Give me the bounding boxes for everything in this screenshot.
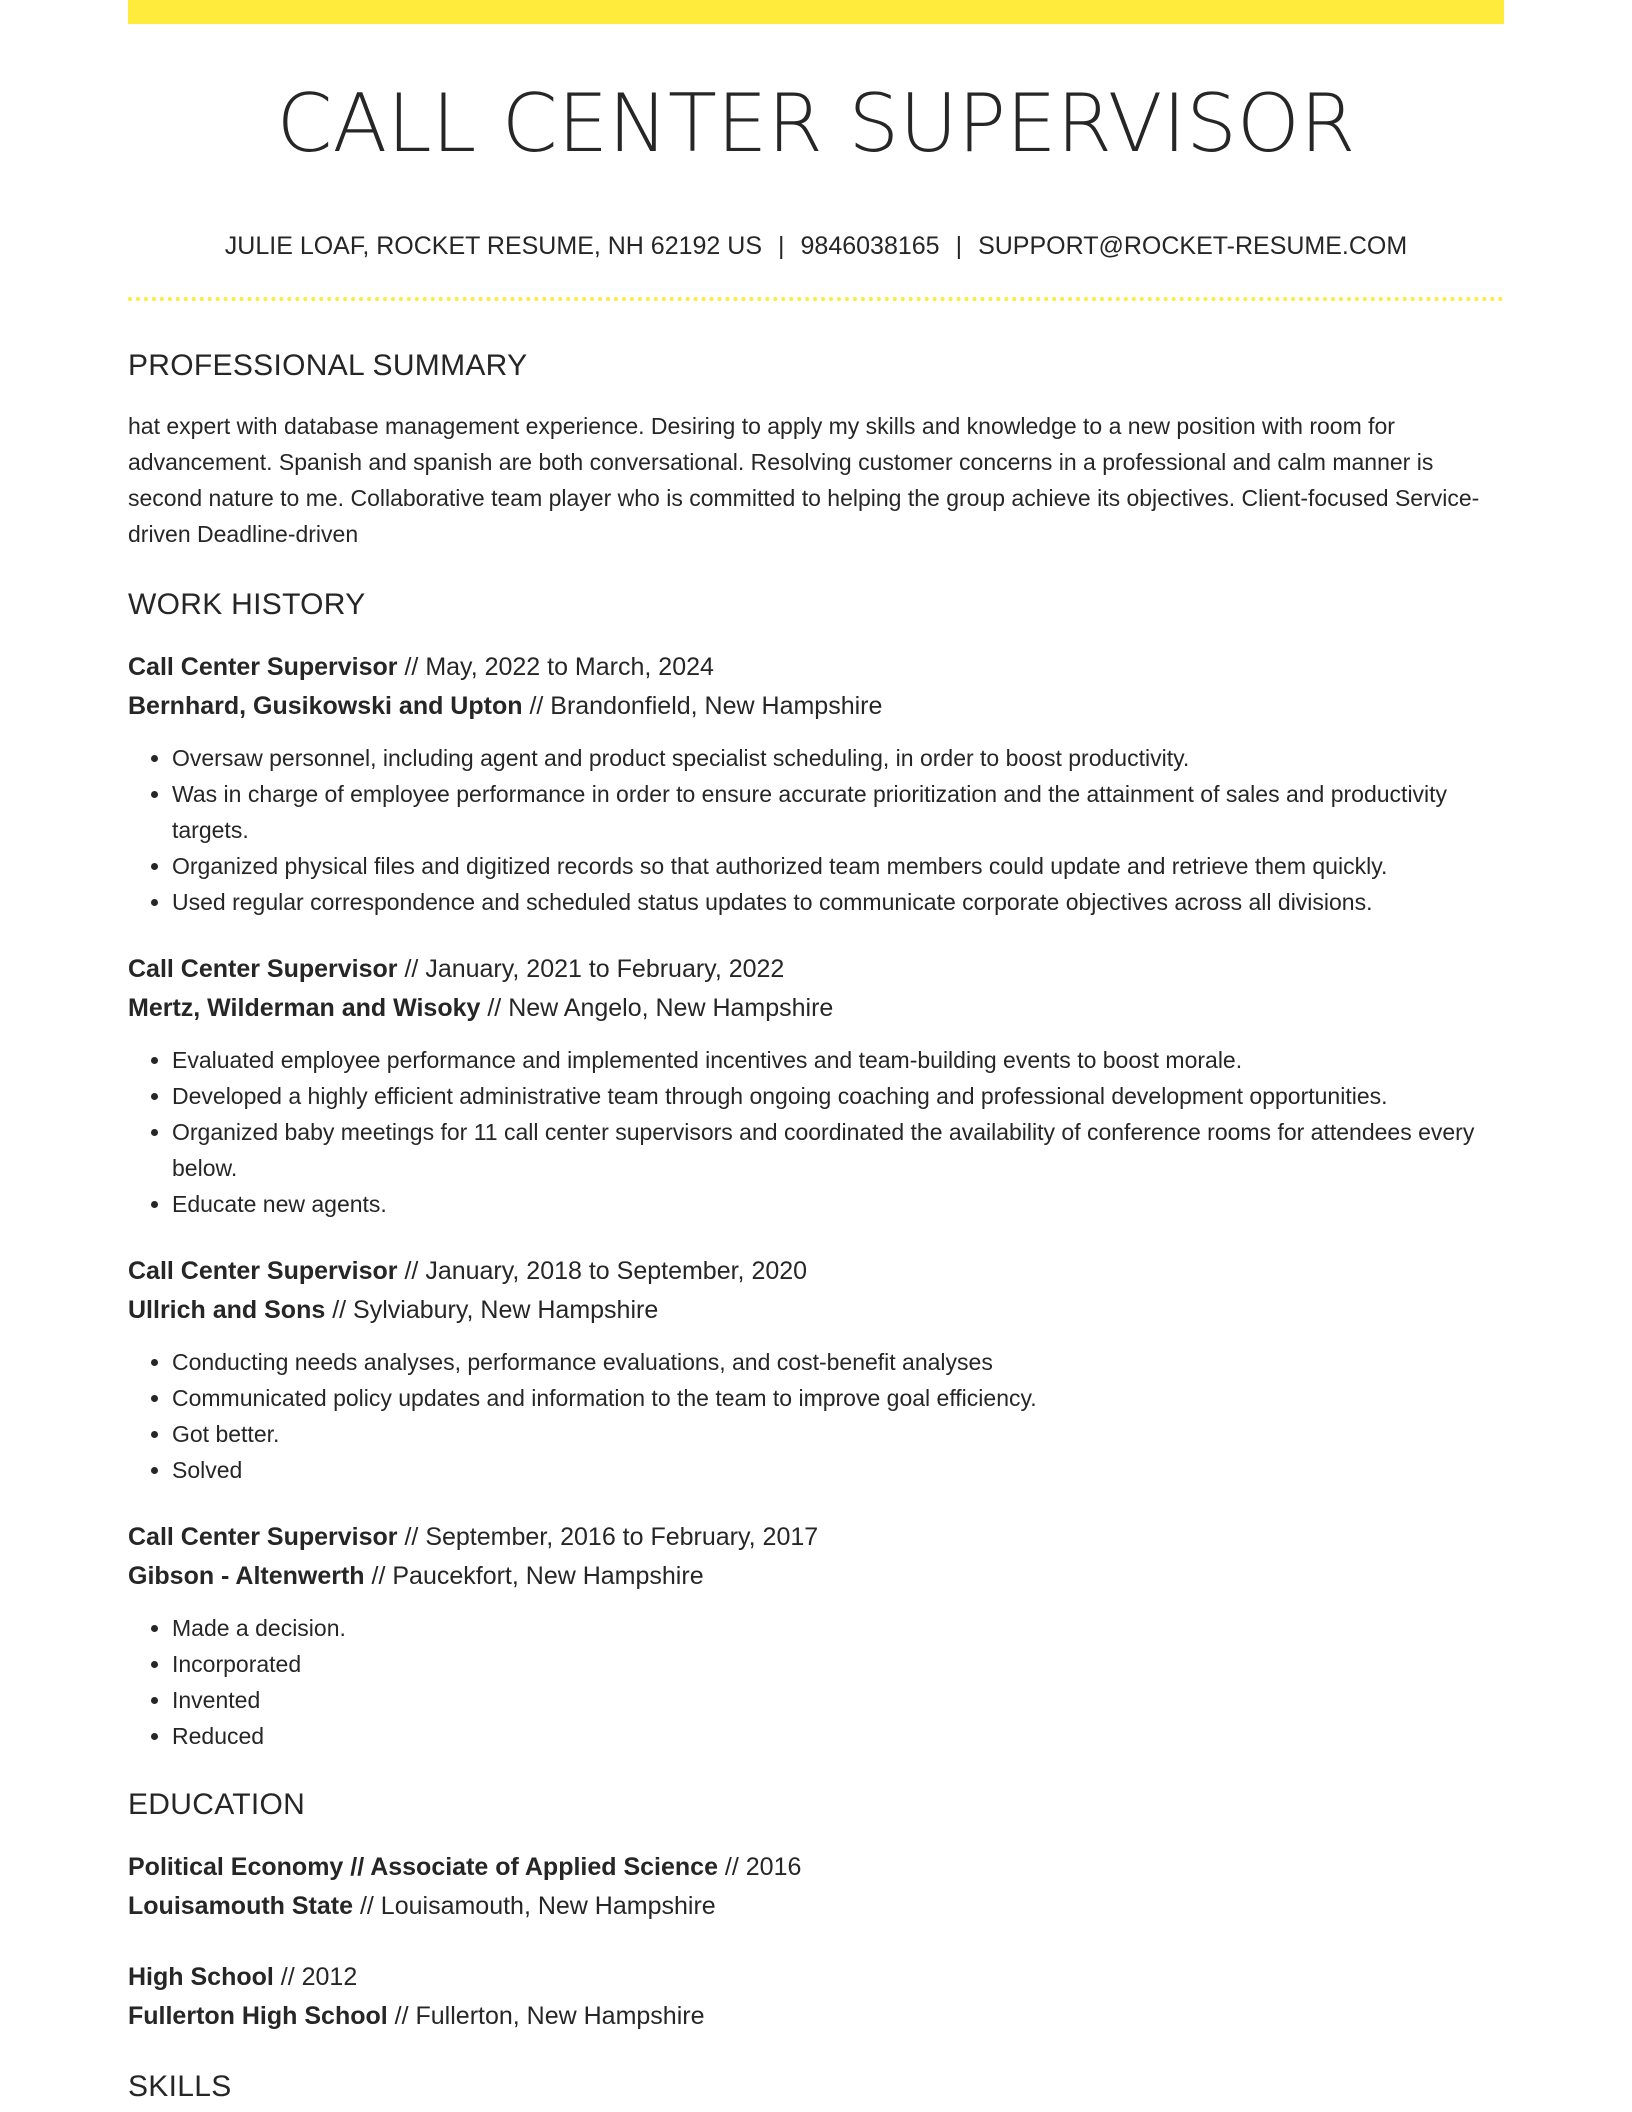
job-location: // Brandonfield, New Hampshire — [522, 692, 883, 720]
education-degree: Political Economy // Associate of Applied Science — [128, 1853, 718, 1881]
job-title-line — [128, 950, 1504, 989]
job-location: // New Angelo, New Hampshire — [480, 994, 834, 1022]
job-company-line — [128, 989, 1504, 1028]
job-bullet: • Was in charge of employee performance in order to ensure accurate prioritization and the attainment of sales and productivity targets. — [172, 776, 1504, 848]
job-dates: // May, 2022 to March, 2024 — [397, 653, 714, 681]
job-title: Call Center Supervisor — [128, 1257, 398, 1285]
job-bullet: • Got better. — [172, 1416, 1504, 1452]
job-bullet: • Organized physical files and digitized records so that authorized team members could update and retrieve them quickly. — [172, 848, 1504, 884]
contact-separator: | — [955, 232, 963, 260]
job-entry — [128, 1518, 1504, 1754]
job-title-line — [128, 648, 1504, 687]
education-school: Louisamouth State — [128, 1892, 354, 1920]
job-dates: // January, 2018 to September, 2020 — [397, 1257, 808, 1285]
education-location: // Fullerton, New Hampshire — [387, 2002, 705, 2030]
skills-heading: SKILLS — [128, 2070, 232, 2103]
job-title-line — [128, 1252, 1504, 1291]
education-degree: High School — [128, 1963, 274, 1991]
work-history-heading: WORK HISTORY — [128, 588, 366, 621]
job-company-line — [128, 1291, 1504, 1330]
job-bullet: • Oversaw personnel, including agent and product specialist scheduling, in order to boost productivity. — [172, 740, 1504, 776]
job-dates: // September, 2016 to February, 2017 — [397, 1523, 819, 1551]
job-bullets — [128, 1610, 1504, 1754]
job-bullet: • Educate new agents. — [172, 1186, 1504, 1222]
education-entry — [128, 1848, 1504, 1926]
job-bullet: • Made a decision. — [172, 1610, 1504, 1646]
job-dates: // January, 2021 to February, 2022 — [397, 955, 785, 983]
contact-line — [128, 234, 1504, 259]
education-year: // 2016 — [717, 1853, 802, 1881]
job-title: Call Center Supervisor — [128, 653, 398, 681]
job-entry — [128, 1252, 1504, 1488]
education-school-line — [128, 1887, 1504, 1926]
job-bullet: • Reduced — [172, 1718, 1504, 1754]
job-location: // Sylviabury, New Hampshire — [325, 1296, 659, 1324]
education-heading: EDUCATION — [128, 1788, 306, 1821]
job-bullets — [128, 740, 1504, 920]
job-title: Call Center Supervisor — [128, 1523, 398, 1551]
job-company: Bernhard, Gusikowski and Upton — [128, 692, 523, 720]
job-location: // Paucekfort, New Hampshire — [364, 1562, 704, 1590]
job-bullet: • Organized baby meetings for 11 call center supervisors and coordinated the availability of conference rooms for attendees every below. — [172, 1114, 1504, 1186]
contact-phone: 9846038165 — [800, 232, 940, 260]
job-title: Call Center Supervisor — [128, 955, 398, 983]
job-entry — [128, 648, 1504, 920]
job-bullet: • Developed a highly efficient administrative team through ongoing coaching and professional development opportunities. — [172, 1078, 1504, 1114]
education-degree-line — [128, 1958, 1504, 1997]
job-company: Gibson - Altenwerth — [128, 1562, 365, 1590]
education-school: Fullerton High School — [128, 2002, 388, 2030]
job-bullet: • Conducting needs analyses, performance evaluations, and cost-benefit analyses — [172, 1344, 1504, 1380]
job-company: Mertz, Wilderman and Wisoky — [128, 994, 481, 1022]
contact-email: SUPPORT@ROCKET-RESUME.COM — [978, 232, 1408, 260]
job-company-line — [128, 687, 1504, 726]
summary-heading: PROFESSIONAL SUMMARY — [128, 349, 528, 382]
education-school-line — [128, 1997, 1504, 2036]
job-bullet: • Invented — [172, 1682, 1504, 1718]
top-accent-bar — [128, 0, 1504, 24]
contact-separator: | — [778, 232, 785, 260]
job-bullets — [128, 1344, 1504, 1488]
education-entry — [128, 1958, 1504, 2036]
resume-title: CALL CENTER SUPERVISOR — [276, 77, 1356, 170]
job-title-line — [128, 1518, 1504, 1557]
job-bullet: • Communicated policy updates and information to the team to improve goal efficiency. — [172, 1380, 1504, 1416]
dotted-divider — [128, 297, 1504, 301]
job-entry — [128, 950, 1504, 1222]
job-bullet: • Evaluated employee performance and implemented incentives and team-building events to boost morale. — [172, 1042, 1504, 1078]
job-bullet: • Used regular correspondence and scheduled status updates to communicate corporate objectives across all divisions. — [172, 884, 1504, 920]
job-bullets — [128, 1042, 1504, 1222]
education-year: // 2012 — [273, 1963, 358, 1991]
summary-text: hat expert with database management experience. Desiring to apply my skills and knowledge to a new position with room for advancement. Spanish and spanish are both conversational. Resolving customer concerns in a professional and calm manner is second nature to me. Collaborative team player who is committed to helping the group achieve its objectives. Client-focused Service-driven Deadline-driven — [128, 413, 1480, 547]
job-company: Ullrich and Sons — [128, 1296, 326, 1324]
job-company-line — [128, 1557, 1504, 1596]
education-location: // Louisamouth, New Hampshire — [353, 1892, 716, 1920]
job-bullet: • Incorporated — [172, 1646, 1504, 1682]
resume-page — [128, 0, 1504, 2102]
job-bullet: • Solved — [172, 1452, 1504, 1488]
contact-address: JULIE LOAF, ROCKET RESUME, NH 62192 US — [224, 232, 763, 260]
education-degree-line — [128, 1848, 1504, 1887]
